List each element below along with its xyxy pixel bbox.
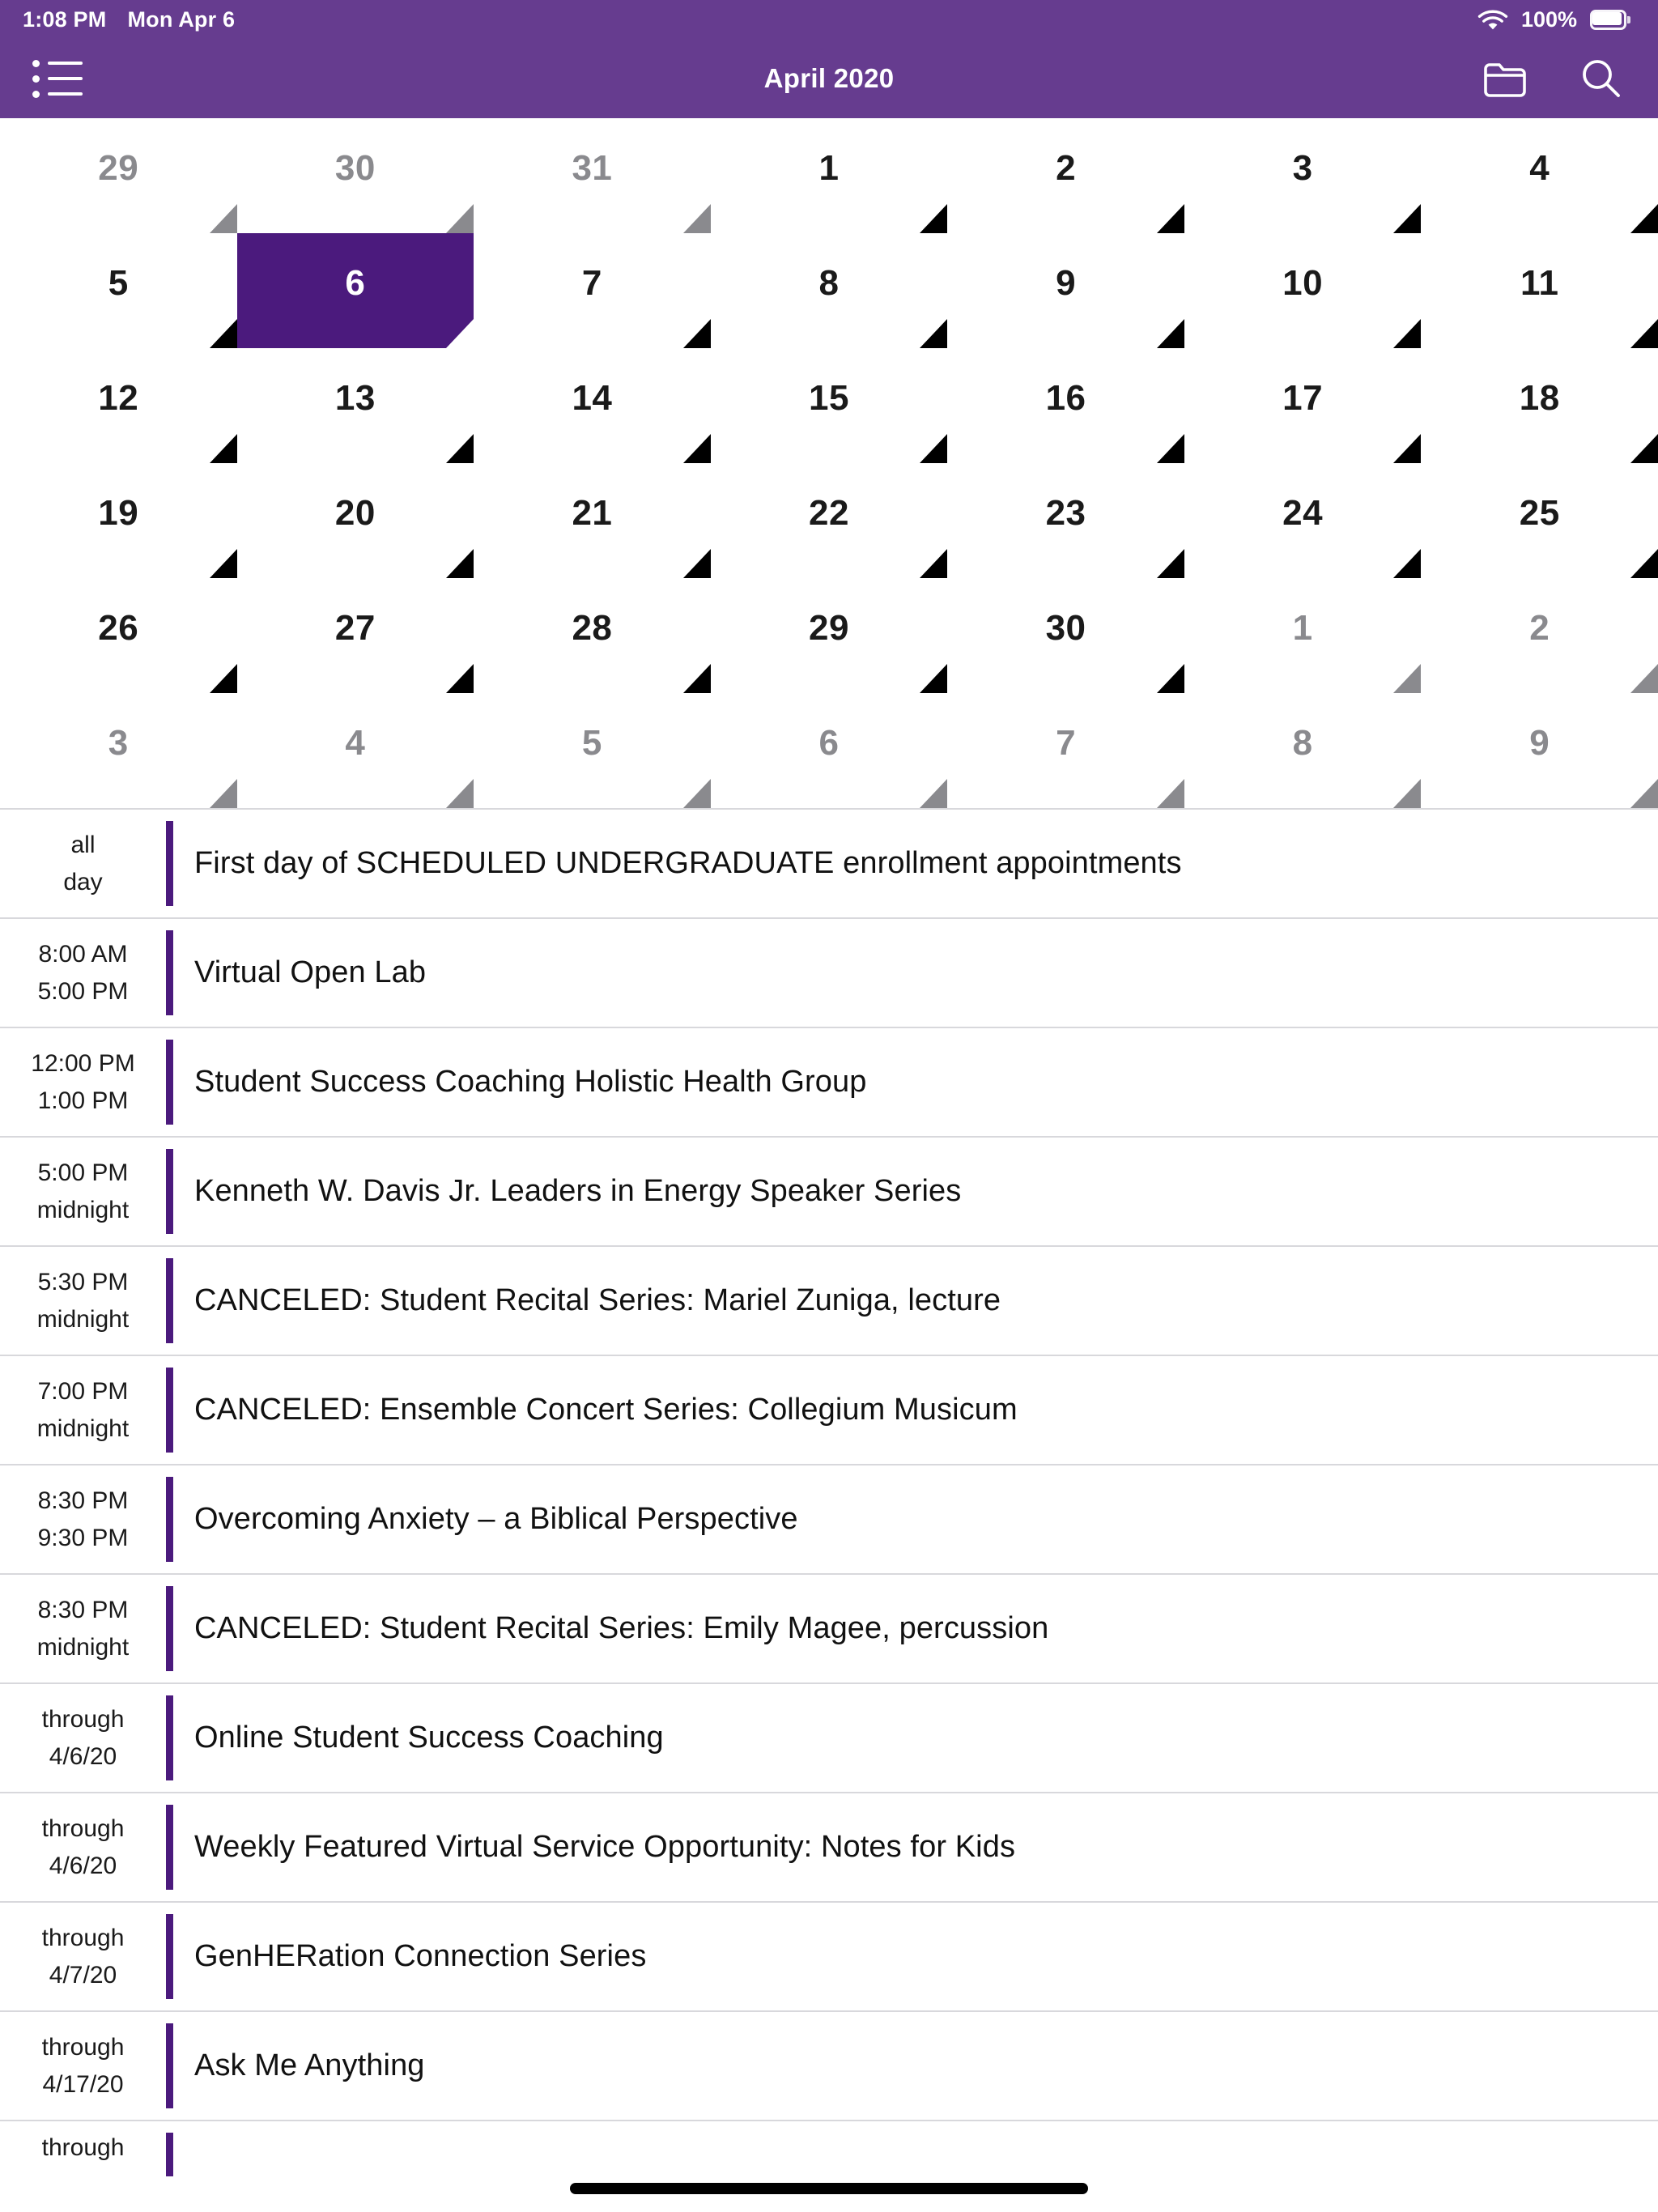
- event-marker-triangle-icon: [1393, 779, 1421, 808]
- calendar-day-number: 6: [818, 723, 840, 763]
- event-color-bar-wrapper: [166, 1793, 173, 1901]
- calendar-day-number: 3: [108, 723, 129, 763]
- calendar-day-cell[interactable]: [947, 118, 1184, 233]
- calendar-day-number: 9: [1529, 723, 1550, 763]
- calendar-day-number: 16: [1045, 378, 1086, 418]
- event-end-time: 4/6/20: [49, 1852, 117, 1879]
- calendar-day-number: 8: [818, 263, 840, 303]
- event-start-time: 5:30 PM: [37, 1268, 129, 1295]
- event-color-bar: [166, 1586, 173, 1671]
- event-marker-triangle-icon: [683, 434, 711, 463]
- event-time-range: [0, 919, 166, 1027]
- calendar-day-number: 2: [1529, 608, 1550, 648]
- calendar-day-number: 15: [809, 378, 849, 418]
- event-marker-triangle-icon: [210, 434, 237, 463]
- status-bar: [0, 0, 1658, 39]
- event-marker-triangle-icon: [1157, 204, 1184, 233]
- event-end-time: 4/6/20: [49, 1742, 117, 1770]
- wifi-icon: [1477, 9, 1508, 31]
- calendar-day-number: 12: [98, 378, 139, 418]
- event-end-time: midnight: [36, 1633, 130, 1661]
- event-start-time: through: [41, 2033, 125, 2061]
- event-title: Student Success Coaching Holistic Health Group: [194, 1064, 867, 1099]
- event-end-time: 1:00 PM: [37, 1087, 129, 1114]
- event-time-range: [0, 1247, 166, 1355]
- calendar-day-number: 1: [1292, 608, 1313, 648]
- event-start-time: through: [41, 1814, 125, 1842]
- calendar-day-cell[interactable]: [237, 463, 474, 578]
- event-marker-triangle-icon: [1630, 319, 1658, 348]
- calendar-day-number: 2: [1056, 148, 1077, 188]
- event-title: CANCELED: Student Recital Series: Mariel Zuniga, lecture: [194, 1283, 1001, 1317]
- event-end-time: 5:00 PM: [37, 977, 129, 1005]
- calendar-day-cell[interactable]: [1421, 233, 1658, 348]
- event-color-bar-wrapper: [166, 2012, 173, 2120]
- calendar-day-number: 4: [345, 723, 366, 763]
- calendar-day-number: 7: [1056, 723, 1077, 763]
- calendar-day-cell[interactable]: [237, 578, 474, 693]
- event-marker-triangle-icon: [446, 779, 474, 808]
- event-title: Overcoming Anxiety – a Biblical Perspective: [194, 1501, 798, 1536]
- event-title: Virtual Open Lab: [194, 955, 427, 989]
- status-bar-right: [1477, 7, 1630, 32]
- calendar-day-cell[interactable]: [237, 233, 474, 348]
- calendar-day-number: 30: [334, 148, 376, 188]
- event-color-bar: [166, 1149, 173, 1234]
- calendar-day-number: 5: [108, 263, 129, 303]
- calendar-day-cell[interactable]: [1421, 578, 1658, 693]
- calendar-day-number: 10: [1282, 263, 1324, 303]
- calendar-day-cell[interactable]: [947, 693, 1184, 808]
- calendar-day-number: 29: [809, 608, 849, 648]
- event-title: [173, 2121, 1658, 2188]
- event-color-bar-wrapper: [166, 1903, 173, 2010]
- calendar-day-cell[interactable]: [0, 118, 237, 233]
- status-time: 1:08 PM: [23, 6, 107, 32]
- event-row[interactable]: [0, 1575, 1658, 1684]
- event-end-time: midnight: [36, 1414, 130, 1442]
- calendar-day-cell[interactable]: [711, 463, 948, 578]
- event-title: GenHERation Connection Series: [194, 1938, 647, 1973]
- event-color-bar: [166, 930, 173, 1015]
- event-color-bar: [166, 821, 173, 906]
- calendar-day-cell[interactable]: [1184, 118, 1422, 233]
- calendar-day-cell[interactable]: [474, 578, 711, 693]
- event-color-bar-wrapper: [166, 810, 173, 917]
- calendar-day-cell[interactable]: [1184, 348, 1422, 463]
- battery-icon: [1590, 10, 1630, 30]
- event-color-bar: [166, 1477, 173, 1562]
- event-marker-triangle-icon: [210, 664, 237, 693]
- event-title: Ask Me Anything: [194, 2048, 425, 2082]
- event-time-range: [0, 1793, 166, 1901]
- event-marker-triangle-icon: [1393, 319, 1421, 348]
- calendar-day-cell[interactable]: [711, 118, 948, 233]
- calendar-day-cell[interactable]: [237, 693, 474, 808]
- event-marker-triangle-icon: [683, 204, 711, 233]
- event-color-bar-wrapper: [166, 1684, 173, 1792]
- calendar-day-cell[interactable]: [1184, 693, 1422, 808]
- calendar-day-cell[interactable]: [474, 348, 711, 463]
- event-marker-triangle-icon: [210, 204, 237, 233]
- calendar-day-number: 27: [334, 608, 376, 648]
- event-time-range: [0, 1575, 166, 1682]
- event-row[interactable]: [0, 1247, 1658, 1356]
- calendar-day-cell[interactable]: [1421, 118, 1658, 233]
- event-color-bar: [166, 2133, 173, 2176]
- calendar-day-number: 23: [1045, 493, 1086, 533]
- event-time-range: [0, 1903, 166, 2010]
- event-marker-triangle-icon: [920, 779, 947, 808]
- calendar-day-cell[interactable]: [947, 348, 1184, 463]
- calendar-day-number: 22: [809, 493, 849, 533]
- event-color-bar-wrapper: [166, 1465, 173, 1573]
- event-marker-triangle-icon: [920, 434, 947, 463]
- event-marker-triangle-icon: [1630, 204, 1658, 233]
- calendar-day-number: 11: [1520, 263, 1559, 303]
- event-row[interactable]: [0, 1138, 1658, 1247]
- event-time-range: [0, 1684, 166, 1792]
- event-marker-triangle-icon: [446, 204, 474, 233]
- day-event-list: [0, 808, 1658, 2188]
- calendar-day-number: 17: [1282, 378, 1324, 418]
- event-color-bar: [166, 1805, 173, 1890]
- calendar-day-cell[interactable]: [0, 348, 237, 463]
- event-marker-triangle-icon: [1157, 779, 1184, 808]
- calendar-day-cell[interactable]: [474, 463, 711, 578]
- event-marker-triangle-icon: [1157, 549, 1184, 578]
- event-start-time: 8:00 AM: [38, 940, 128, 968]
- event-row[interactable]: [0, 1903, 1658, 2012]
- calendar-day-number: 18: [1519, 378, 1560, 418]
- event-marker-triangle-icon: [1393, 664, 1421, 693]
- event-start-time: 8:30 PM: [37, 1487, 129, 1514]
- calendar-day-cell[interactable]: [1184, 578, 1422, 693]
- event-marker-triangle-icon: [1393, 549, 1421, 578]
- calendar-day-number: 3: [1292, 148, 1313, 188]
- event-row[interactable]: [0, 1356, 1658, 1465]
- event-marker-triangle-icon: [1157, 434, 1184, 463]
- event-marker-triangle-icon: [683, 319, 711, 348]
- calendar-day-number: 25: [1519, 493, 1560, 533]
- event-marker-triangle-icon: [1157, 319, 1184, 348]
- event-color-bar-wrapper: [166, 1356, 173, 1464]
- event-marker-triangle-icon: [920, 319, 947, 348]
- home-indicator: [570, 2183, 1088, 2194]
- event-marker-triangle-icon: [683, 664, 711, 693]
- page-title: April 2020: [763, 63, 895, 93]
- calendar-day-number: 26: [98, 608, 139, 648]
- event-marker-triangle-icon: [1630, 549, 1658, 578]
- event-marker-triangle-icon: [446, 549, 474, 578]
- event-color-bar: [166, 1368, 173, 1453]
- status-date: Mon Apr 6: [127, 6, 236, 32]
- calendar-day-cell[interactable]: [0, 233, 237, 348]
- event-color-bar-wrapper: [166, 1575, 173, 1682]
- event-color-bar-wrapper: [166, 2121, 173, 2188]
- event-title: Weekly Featured Virtual Service Opportunity: Notes for Kids: [194, 1829, 1016, 1864]
- event-start-time: through: [41, 1705, 125, 1733]
- event-time-range: [0, 1356, 166, 1464]
- event-time-range: [0, 1028, 166, 1136]
- event-start-time: 12:00 PM: [31, 1049, 135, 1077]
- event-end-time: midnight: [36, 1196, 130, 1223]
- calendar-day-number: 5: [581, 723, 602, 763]
- navigation-bar-actions: [1480, 53, 1626, 104]
- battery-percent-label: 100%: [1520, 6, 1577, 32]
- calendar-day-cell[interactable]: [1421, 348, 1658, 463]
- calendar-day-cell[interactable]: [474, 233, 711, 348]
- event-marker-triangle-icon: [1630, 779, 1658, 808]
- calendar-day-number: 4: [1529, 148, 1550, 188]
- calendar-day-number: 9: [1056, 263, 1077, 303]
- event-row[interactable]: [0, 810, 1658, 919]
- calendar-day-cell[interactable]: [0, 693, 237, 808]
- calendar-day-number: 28: [572, 608, 613, 648]
- event-start-time: 7:00 PM: [37, 1377, 129, 1405]
- event-marker-triangle-icon: [1393, 434, 1421, 463]
- calendar-day-cell[interactable]: [947, 578, 1184, 693]
- event-time-range: [0, 1465, 166, 1573]
- event-marker-triangle-icon: [920, 204, 947, 233]
- event-color-bar-wrapper: [166, 919, 173, 1027]
- event-title: CANCELED: Student Recital Series: Emily Magee, percussion: [194, 1610, 1049, 1645]
- event-end-time: 9:30 PM: [37, 1524, 129, 1551]
- event-marker-triangle-icon: [210, 779, 237, 808]
- event-start-time: all: [70, 831, 96, 858]
- event-marker-triangle-icon: [920, 549, 947, 578]
- event-marker-triangle-icon: [1393, 204, 1421, 233]
- calendar-day-number: 6: [345, 263, 366, 303]
- event-end-time: midnight: [36, 1305, 130, 1333]
- event-time-range: [0, 2012, 166, 2120]
- event-marker-triangle-icon: [210, 549, 237, 578]
- calendar-day-number: 21: [572, 493, 613, 533]
- calendar-day-cell[interactable]: [474, 693, 711, 808]
- event-start-time: 8:30 PM: [37, 1596, 129, 1623]
- calendar-day-number: 29: [98, 148, 139, 188]
- navigation-bar: [0, 39, 1658, 118]
- event-marker-triangle-icon: [1157, 664, 1184, 693]
- folder-icon[interactable]: [1480, 53, 1530, 104]
- calendar-day-number: 30: [1045, 608, 1086, 648]
- event-row[interactable]: [0, 1793, 1658, 1903]
- calendar-day-cell[interactable]: [1184, 233, 1422, 348]
- event-color-bar: [166, 1914, 173, 1999]
- calendar-day-number: 7: [581, 263, 602, 303]
- calendar-day-number: 8: [1292, 723, 1313, 763]
- event-end-time: day: [63, 868, 103, 895]
- calendar-day-cell[interactable]: [0, 463, 237, 578]
- event-end-time: 4/17/20: [42, 2070, 124, 2098]
- calendar-day-number: 1: [818, 148, 840, 188]
- event-marker-triangle-icon: [210, 319, 237, 348]
- event-color-bar: [166, 1258, 173, 1343]
- event-marker-triangle-icon: [1630, 664, 1658, 693]
- list-bullet-icon[interactable]: [32, 57, 83, 100]
- event-color-bar-wrapper: [166, 1138, 173, 1245]
- calendar-day-cell[interactable]: [711, 348, 948, 463]
- calendar-day-number: 13: [334, 378, 376, 418]
- event-color-bar: [166, 2023, 173, 2108]
- event-row[interactable]: [0, 1684, 1658, 1793]
- event-title: CANCELED: Ensemble Concert Series: Collegium Musicum: [194, 1392, 1018, 1427]
- month-calendar-grid: [0, 118, 1658, 808]
- calendar-day-cell[interactable]: [947, 463, 1184, 578]
- event-end-time: 4/7/20: [49, 1961, 117, 1989]
- calendar-day-cell[interactable]: [947, 233, 1184, 348]
- event-row[interactable]: [0, 1465, 1658, 1575]
- calendar-day-cell[interactable]: [711, 233, 948, 348]
- event-start-time: through: [41, 2134, 125, 2161]
- event-marker-triangle-icon: [446, 664, 474, 693]
- event-title: First day of SCHEDULED UNDERGRADUATE enrollment appointments: [194, 845, 1182, 880]
- event-title: Online Student Success Coaching: [194, 1720, 664, 1755]
- calendar-day-number: 24: [1282, 493, 1324, 533]
- calendar-day-cell[interactable]: [237, 118, 474, 233]
- calendar-day-cell[interactable]: [0, 578, 237, 693]
- event-color-bar: [166, 1695, 173, 1780]
- calendar-day-number: 20: [334, 493, 376, 533]
- event-row[interactable]: [0, 2012, 1658, 2121]
- event-row[interactable]: [0, 2121, 1658, 2188]
- event-marker-triangle-icon: [446, 319, 474, 348]
- event-time-range: [0, 2121, 166, 2188]
- event-row[interactable]: [0, 919, 1658, 1028]
- calendar-day-number: 31: [572, 148, 613, 188]
- event-row[interactable]: [0, 1028, 1658, 1138]
- event-marker-triangle-icon: [683, 779, 711, 808]
- event-marker-triangle-icon: [683, 549, 711, 578]
- calendar-day-number: 19: [98, 493, 139, 533]
- event-color-bar: [166, 1040, 173, 1125]
- event-start-time: through: [41, 1924, 125, 1951]
- event-time-range: [0, 810, 166, 917]
- calendar-day-cell[interactable]: [474, 118, 711, 233]
- search-icon[interactable]: [1575, 53, 1626, 104]
- calendar-day-cell[interactable]: [237, 348, 474, 463]
- event-start-time: 5:00 PM: [37, 1159, 129, 1186]
- event-marker-triangle-icon: [1630, 434, 1658, 463]
- event-marker-triangle-icon: [446, 434, 474, 463]
- event-color-bar-wrapper: [166, 1247, 173, 1355]
- event-marker-triangle-icon: [920, 664, 947, 693]
- status-bar-left: [23, 7, 235, 32]
- calendar-day-number: 14: [572, 378, 613, 418]
- event-color-bar-wrapper: [166, 1028, 173, 1136]
- calendar-day-cell[interactable]: [1421, 463, 1658, 578]
- calendar-day-cell[interactable]: [711, 693, 948, 808]
- event-title: Kenneth W. Davis Jr. Leaders in Energy Speaker Series: [194, 1173, 962, 1208]
- calendar-day-cell[interactable]: [1184, 463, 1422, 578]
- calendar-day-cell[interactable]: [1421, 693, 1658, 808]
- event-time-range: [0, 1138, 166, 1245]
- calendar-day-cell[interactable]: [711, 578, 948, 693]
